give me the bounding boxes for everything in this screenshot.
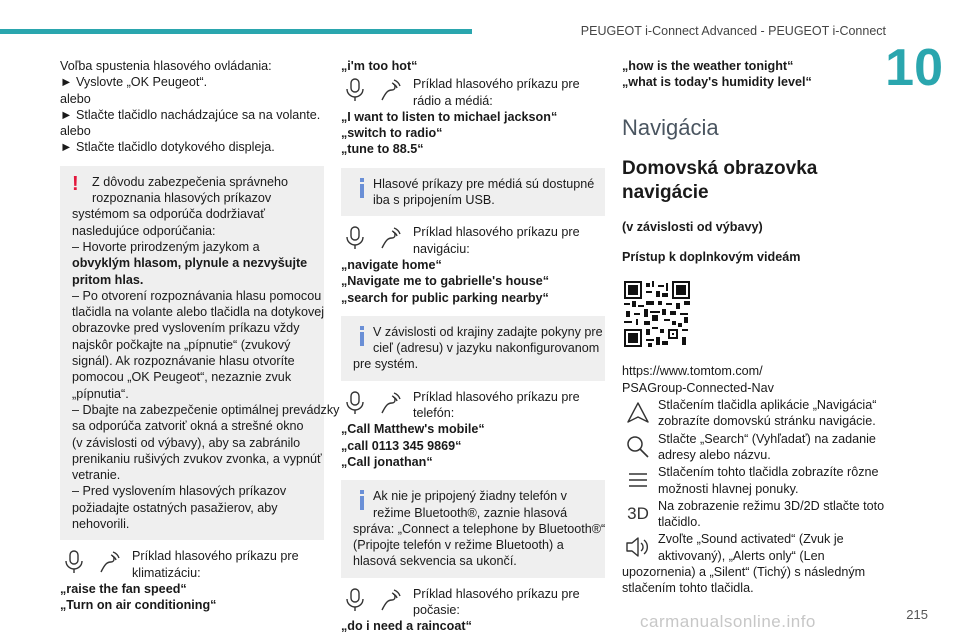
chapter-number: 10: [885, 39, 943, 97]
menu-icon: [622, 464, 654, 496]
header-title: PEUGEOT i-Connect Advanced - PEUGEOT i-Connect: [580, 24, 886, 38]
warning-line: nehovorili.: [72, 517, 130, 532]
nav-item-navigation: [622, 397, 886, 430]
heading-line: navigácie: [622, 181, 709, 203]
search-icon: [622, 431, 654, 463]
microphone-icon: [341, 389, 369, 417]
nav-item-text: stlačením tohto tlačidla.: [622, 581, 754, 596]
videos-heading: Prístup k doplnkovým videám: [622, 249, 801, 264]
equipment-note: (v závislosti od výbavy): [622, 219, 763, 234]
warning-line: vetranie.: [72, 468, 121, 483]
warning-line: Z dôvodu zabezpečenia správneho: [92, 174, 289, 189]
warning-line: – Pred vyslovením hlasových príkazov: [72, 484, 287, 499]
warning-line: nasledujúce odporúčania:: [72, 223, 216, 238]
voice-command: „switch to radio“: [341, 126, 443, 141]
nav-item-text: Stlačením tohto tlačidla zobrazíte rôzne: [658, 465, 879, 480]
nav-item-text: Stlačením tlačidla aplikácie „Navigácia“: [658, 398, 877, 413]
info-line: cieľ (adresu) v jazyku nakonfigurovanom: [373, 341, 600, 356]
warning-line: rozpoznania hlasových príkazov: [92, 191, 272, 206]
warning-line: obrazovke pred vyslovením príkazu vždy: [72, 321, 300, 336]
intro-line: alebo: [60, 124, 91, 139]
warning-line: – Po otvorení rozpoznávania hlasu pomocou: [72, 288, 322, 303]
voice-command: „what is today's humidity level“: [622, 75, 812, 90]
example-label: Príklad hlasového príkazu pre: [413, 225, 580, 240]
warning-line: (v závislosti od výbavy), aby sa zabránilo: [72, 435, 301, 450]
nav-item-text: Zvoľte „Sound activated“ (Zvuk je: [658, 532, 844, 547]
nav-item-text: tlačidlo.: [658, 515, 701, 530]
example-label: navigáciu:: [413, 241, 470, 256]
warning-line: požiadajte ostatných pasažierov, aby: [72, 500, 278, 515]
example-label: rádio a médiá:: [413, 93, 493, 108]
example-label: Príklad hlasového príkazu pre: [132, 549, 299, 564]
voice-command: „i'm too hot“: [341, 59, 418, 73]
voice-command-icon: [377, 224, 405, 252]
section-heading-navigation: Navigácia: [622, 114, 719, 140]
warning-icon: !: [72, 172, 79, 195]
intro-line: ► Vyslovte „OK Peugeot“.: [60, 75, 208, 90]
voice-command-icon: [377, 389, 405, 417]
heading-line: Domovská obrazovka: [622, 157, 818, 179]
nav-item-text: Stlačte „Search“ (Vyhľadať) na zadanie: [658, 431, 876, 446]
info-line: hlasová sekvencia sa ukončí.: [353, 554, 517, 569]
3d-icon: 3D: [627, 503, 649, 523]
voice-command-icon: [377, 586, 405, 614]
column-3: [622, 58, 886, 597]
nav-item-3d: [622, 498, 886, 531]
info-box-bluetooth: [341, 480, 605, 577]
info-icon: [353, 176, 371, 198]
info-line: pre systém.: [353, 357, 419, 372]
speaker-icon: [622, 531, 654, 563]
nav-item-sound: [622, 531, 886, 564]
nav-item-text: aktivovaný), „Alerts only“ (Len: [658, 548, 825, 563]
warning-line: – Dbajte na zabezpečenie optimálnej prevádzky: [72, 402, 340, 417]
warning-line: pomocou „OK Peugeot“, nezaznie zvuk: [72, 370, 292, 385]
weather-example: [341, 586, 605, 619]
subsection-heading-home: [622, 157, 886, 205]
info-icon: [353, 324, 371, 346]
voice-command: „raise the fan speed“: [60, 581, 187, 596]
video-url[interactable]: PSAGroup-Connected-Nav: [622, 380, 774, 395]
voice-command: „I want to listen to michael jackson“: [341, 109, 558, 124]
info-line: režime Bluetooth®, zaznie hlasová: [373, 505, 568, 520]
warning-line: tlačidla na volante alebo tlačidla na dotykovej: [72, 305, 325, 320]
info-line: správa: „Connect a telephone by Bluetooth®“: [353, 521, 606, 536]
example-label: Príklad hlasového príkazu pre: [413, 586, 580, 601]
phone-example: [341, 389, 605, 422]
intro-line: ► Stlačte tlačidlo nachádzajúce sa na volante.: [60, 107, 321, 122]
warning-line: – Hovorte prirodzeným jazykom a: [72, 239, 260, 254]
voice-command: „tune to 88.5“: [341, 142, 424, 157]
climate-example: [60, 548, 324, 581]
info-line: (Pripojte telefón v režime Bluetooth) a: [353, 538, 564, 553]
microphone-icon: [60, 548, 88, 576]
voice-command: „do i need a raincoat“: [341, 619, 472, 634]
warning-line: „pípnutia“.: [72, 386, 129, 401]
qr-code: [624, 281, 690, 347]
warning-line: sa odporúča zatvoriť okná a strešné okno: [72, 419, 304, 434]
warning-line: najskôr počkajte na „pípnutie“ (zvukový: [72, 337, 291, 352]
info-line: V závislosti od krajiny zadajte pokyny pre: [373, 324, 603, 339]
voice-command: „search for public parking nearby“: [341, 290, 549, 305]
voice-command: „Navigate me to gabrielle's house“: [341, 274, 550, 289]
warning-box: [60, 166, 340, 541]
warning-line: pritom hlas.: [72, 272, 144, 287]
example-label: klimatizáciu:: [132, 565, 201, 580]
radio-example: [341, 76, 605, 109]
info-line: Hlasové príkazy pre médiá sú dostupné: [373, 176, 595, 191]
example-label: telefón:: [413, 406, 455, 421]
nav-item-menu: [622, 464, 886, 497]
voice-command: „call 0113 345 9869“: [341, 438, 462, 453]
intro-line: alebo: [60, 91, 91, 106]
info-line: iba s pripojením USB.: [373, 193, 495, 208]
intro-line: ► Stlačte tlačidlo dotykového displeja.: [60, 140, 275, 155]
intro-line: Voľba spustenia hlasového ovládania:: [60, 59, 272, 73]
nav-item-search: [622, 431, 886, 464]
watermark: carmanualsonline.info: [640, 612, 816, 631]
voice-command: „how is the weather tonight“: [622, 59, 794, 73]
info-box-country: [341, 316, 605, 381]
voice-command-icon: [96, 548, 124, 576]
example-label: Príklad hlasového príkazu pre: [413, 389, 580, 404]
nav-item-text: Na zobrazenie režimu 3D/2D stlačte toto: [658, 498, 885, 513]
warning-line: signál). Ak rozpoznávanie hlasu otvoríte: [72, 354, 295, 369]
voice-command-icon: [377, 76, 405, 104]
warning-line: systémom sa odporúča dodržiavať: [72, 207, 266, 222]
voice-command: „navigate home“: [341, 257, 442, 272]
column-1: [60, 58, 340, 614]
nav-item-text: upozornenia) a „Silent“ (Tichý) s následným: [622, 565, 866, 580]
voice-command: „Call Matthew's mobile“: [341, 422, 485, 437]
video-url[interactable]: https://www.tomtom.com/: [622, 364, 763, 379]
warning-line: prenikaniu rušivých zvukov zvonka, a vypnúť: [72, 451, 322, 466]
nav-item-text: zobrazíte domovskú stránku navigácie.: [658, 414, 876, 429]
microphone-icon: [341, 224, 369, 252]
voice-command: „Turn on air conditioning“: [60, 598, 217, 613]
example-label: počasie:: [413, 603, 460, 618]
navigation-example: [341, 224, 605, 257]
microphone-icon: [341, 586, 369, 614]
nav-item-text: možnosti hlavnej ponuky.: [658, 481, 799, 496]
nav-item-text: adresy alebo názvu.: [658, 447, 771, 462]
navigation-arrow-icon: [622, 397, 654, 429]
column-2: [341, 58, 605, 635]
example-label: Príklad hlasového príkazu pre: [413, 77, 580, 92]
info-line: Ak nie je pripojený žiadny telefón v: [373, 489, 567, 504]
page-number: 215: [906, 607, 928, 622]
info-box-usb: [341, 168, 605, 217]
info-icon: [353, 488, 371, 510]
warning-line: obvyklým hlasom, plynule a nezvyšujte: [72, 256, 308, 271]
voice-command: „Call jonathan“: [341, 454, 433, 469]
header-accent-bar: [0, 29, 472, 34]
microphone-icon: [341, 76, 369, 104]
